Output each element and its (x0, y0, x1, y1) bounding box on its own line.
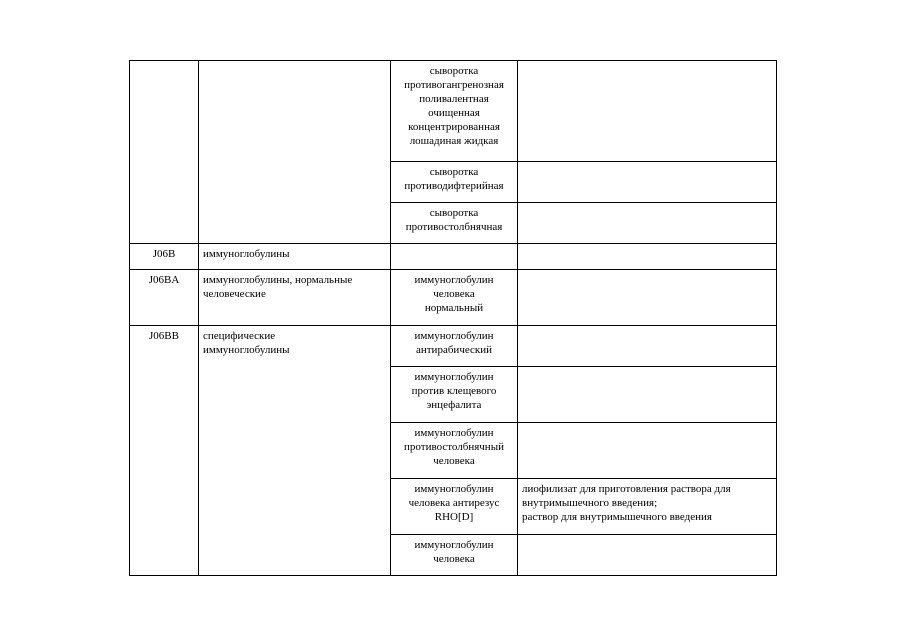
drug-name-cell: сыворотка противодифтерийная (391, 162, 518, 203)
atc-group-cell (199, 61, 391, 244)
drug-name-cell: иммуноглобулин человека антирезус RHO[D] (391, 479, 518, 535)
dosage-form-cell: лиофилизат для приготовления раствора для внутримышечного введения; раствор для внутримышечного введения (518, 479, 777, 535)
drug-name-cell: иммуноглобулин антирабический (391, 326, 518, 367)
table-row (130, 326, 777, 367)
dosage-form-cell (518, 367, 777, 423)
dosage-form-cell (518, 203, 777, 244)
atc-group-cell: иммуноглобулины (199, 244, 391, 270)
dosage-form-cell (518, 535, 777, 576)
atc-code-cell: J06BB (130, 326, 199, 576)
drug-name-cell: иммуноглобулин человека нормальный (391, 270, 518, 326)
dosage-form-cell (518, 61, 777, 162)
table-row (130, 244, 777, 270)
drug-table (129, 60, 777, 576)
drug-name-cell: иммуноглобулин против клещевого энцефалита (391, 367, 518, 423)
atc-group-cell: иммуноглобулины, нормальные человеческие (199, 270, 391, 326)
dosage-form-cell (518, 162, 777, 203)
dosage-form-cell (518, 326, 777, 367)
table-row (130, 270, 777, 326)
dosage-form-cell (518, 270, 777, 326)
atc-code-cell: J06BA (130, 270, 199, 326)
drug-name-cell: сыворотка противостолбнячная (391, 203, 518, 244)
drug-name-cell (391, 244, 518, 270)
drug-name-cell: иммуноглобулин противостолбнячный человека (391, 423, 518, 479)
atc-group-cell: специфические иммуноглобулины (199, 326, 391, 576)
dosage-form-cell (518, 244, 777, 270)
atc-code-cell (130, 61, 199, 244)
drug-name-cell: иммуноглобулин человека (391, 535, 518, 576)
dosage-form-cell (518, 423, 777, 479)
drug-name-cell: сыворотка противогангренозная поливалентная очищенная концентрированная лошадиная жидкая (391, 61, 518, 162)
table-row (130, 61, 777, 162)
atc-code-cell: J06B (130, 244, 199, 270)
